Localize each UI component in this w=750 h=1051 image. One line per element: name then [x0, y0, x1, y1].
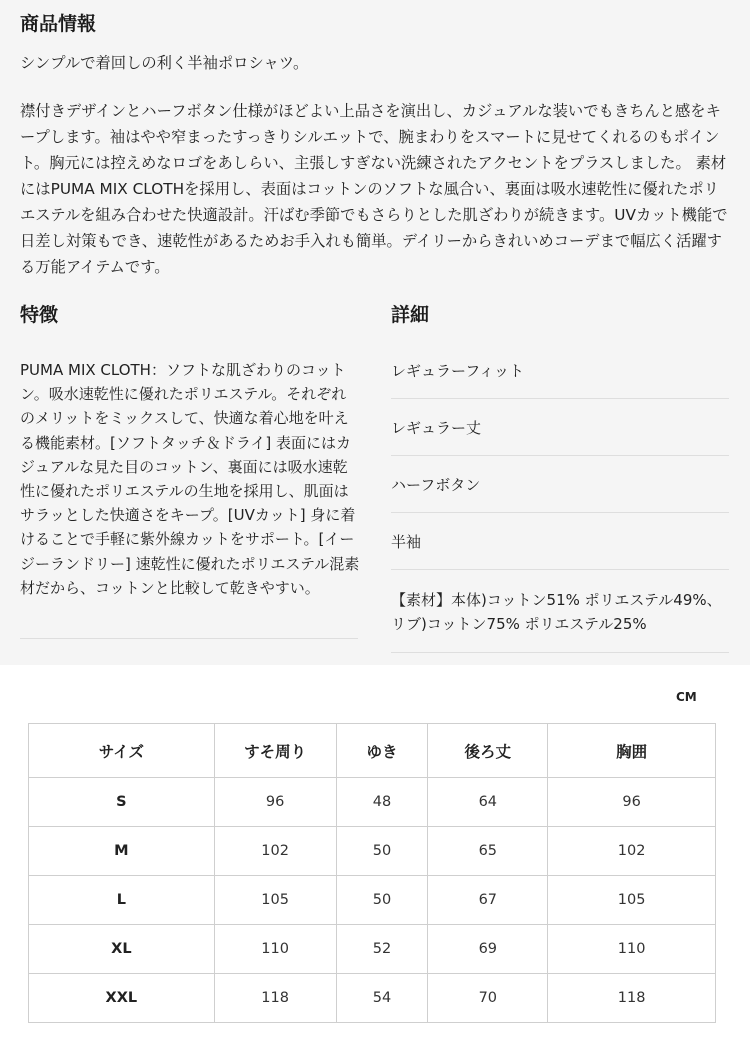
chest-value: 105 [548, 876, 716, 925]
sleeve-value: 48 [336, 778, 428, 827]
details-list [391, 342, 729, 653]
size-unit-label: CM [676, 690, 697, 704]
detail-item: 半袖 [391, 513, 729, 570]
size-label: XL [29, 925, 215, 974]
detail-item: レギュラーフィット [391, 342, 729, 399]
chest-value: 96 [548, 778, 716, 827]
detail-item: ハーフボタン [391, 456, 729, 513]
header-hem: すそ周り [214, 724, 336, 778]
details-title: 詳細 [391, 304, 430, 326]
back-length-value: 67 [428, 876, 548, 925]
header-back-length: 後ろ丈 [428, 724, 548, 778]
sleeve-value: 54 [336, 974, 428, 1023]
product-lead-text: シンプルで着回しの利く半袖ポロシャツ。 [20, 54, 309, 72]
hem-value: 118 [214, 974, 336, 1023]
back-length-value: 64 [428, 778, 548, 827]
size-label: L [29, 876, 215, 925]
sleeve-value: 50 [336, 876, 428, 925]
chest-value: 102 [548, 827, 716, 876]
header-sleeve: ゆき [336, 724, 428, 778]
back-length-value: 65 [428, 827, 548, 876]
hem-value: 96 [214, 778, 336, 827]
features-title: 特徴 [20, 304, 59, 326]
table-row [29, 827, 716, 876]
hem-value: 102 [214, 827, 336, 876]
back-length-value: 70 [428, 974, 548, 1023]
size-table-header-row [29, 724, 716, 778]
detail-item: レギュラー丈 [391, 399, 729, 456]
hem-value: 110 [214, 925, 336, 974]
back-length-value: 69 [428, 925, 548, 974]
features-divider [20, 638, 358, 639]
chest-value: 110 [548, 925, 716, 974]
product-info-title: 商品情報 [20, 13, 97, 35]
hem-value: 105 [214, 876, 336, 925]
table-row [29, 778, 716, 827]
features-text: PUMA MIX CLOTH：ソフトな肌ざわりのコットン。吸水速乾性に優れたポリエステル。それぞれのメリットをミックスして、快適な着心地を叶える機能素材。[ソフトタッチ＆ドライ] 表面にはカジュアルな見た目のコットン、裏面には吸水速乾性に優れたポリエステルの生地を採用し、肌面はサラッとした快適さをキープ。[UVカット] 身に着けることで手軽に紫外線カットをサポート。[イージーランドリー] 速乾性に優れたポリエステル混素材だから、コットンと比較して乾きやすい。 [20, 361, 360, 597]
size-label: M [29, 827, 215, 876]
header-chest: 胸囲 [548, 724, 716, 778]
size-table [28, 723, 716, 1023]
size-label: S [29, 778, 215, 827]
product-description-text: 襟付きデザインとハーフボタン仕様がほどよい上品さを演出し、カジュアルな装いでもきちんと感をキープします。袖はやや窄まったすっきりシルエットで、腕まわりをスマートに見せてくれるのもポイント。胸元には控えめなロゴをあしらい、主張しすぎない洗練されたアクセントをプラスしました。 素材にはPUMA MIX CLOTHを採用し、表面はコットンのソフトな風合い、裏面は吸水速乾性に優れたポリエステルを組み合わせた快適設計。汗ばむ季節でもさらりとした肌ざわりが続きます。UVカット機能で日差し対策もでき、速乾性があるためお手入れも簡単。デイリーからきれいめコーデまで幅広く活躍する万能アイテムです。 [20, 102, 728, 276]
header-size: サイズ [29, 724, 215, 778]
table-row [29, 876, 716, 925]
size-label: XXL [29, 974, 215, 1023]
table-row [29, 974, 716, 1023]
sleeve-value: 52 [336, 925, 428, 974]
table-row [29, 925, 716, 974]
sleeve-value: 50 [336, 827, 428, 876]
detail-item-material: 【素材】本体)コットン51% ポリエステル49%、リブ)コットン75% ポリエステル25% [391, 570, 729, 653]
chest-value: 118 [548, 974, 716, 1023]
